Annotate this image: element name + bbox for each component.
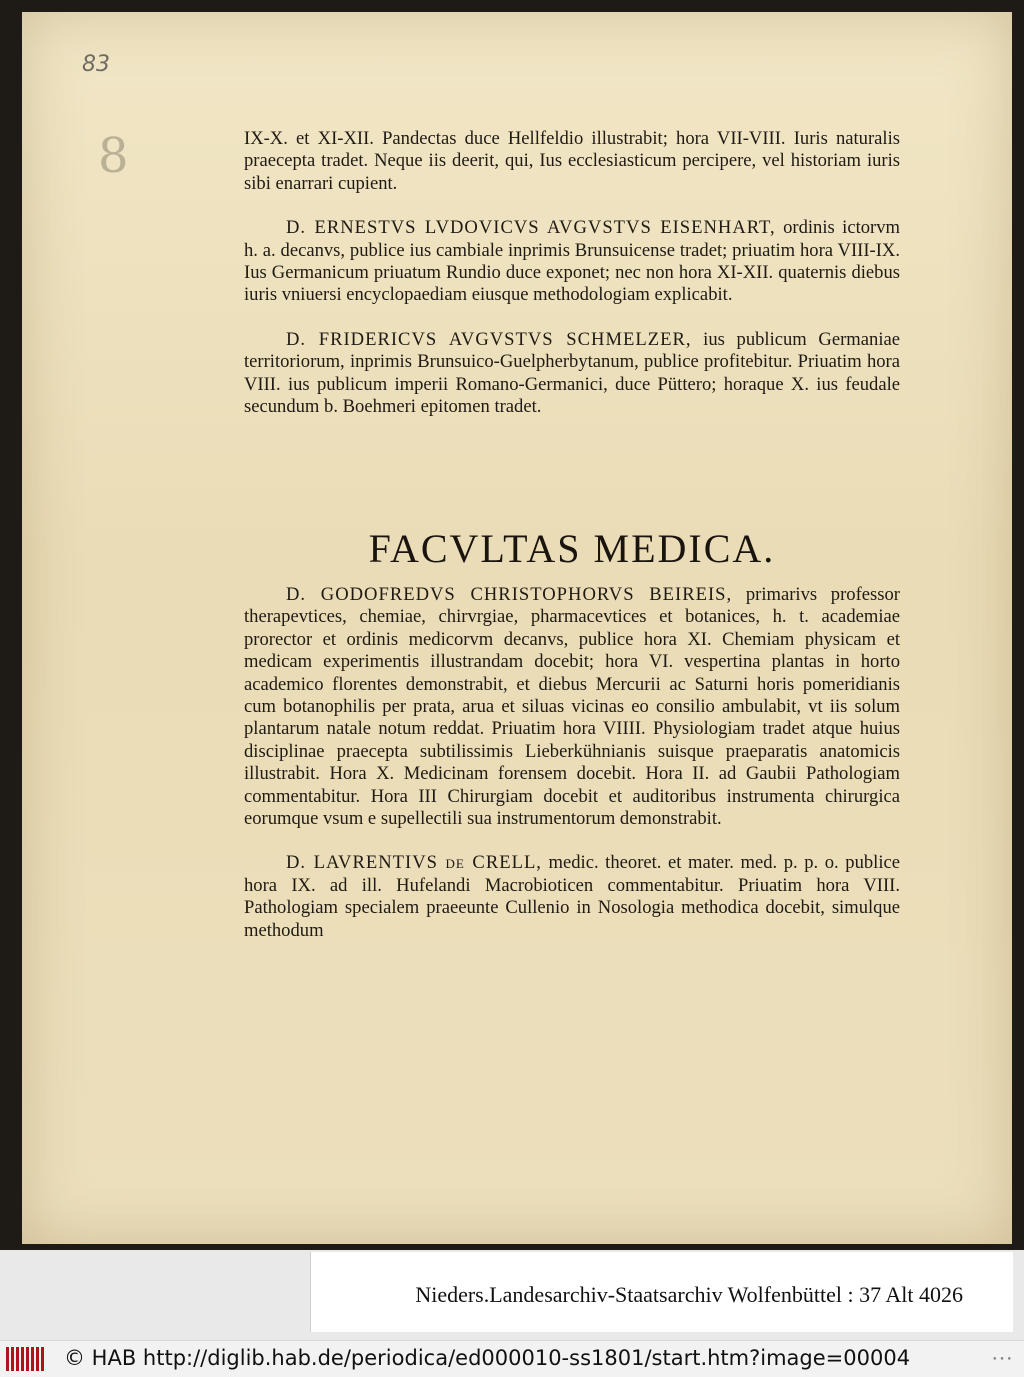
paragraph-beireis <box>244 584 900 830</box>
archive-label <box>310 1252 1013 1332</box>
paragraph-crell <box>244 852 900 942</box>
professor-name-crell: D. LAVRENTIVS de CRELL, <box>286 852 542 874</box>
professor-name-schmelzer: D. FRIDERICVS AVGVSTVS SCHMELZER, <box>286 328 692 350</box>
paragraph-continuation: IX-X. et XI-XII. Pandectas duce Hellfeldio illustrabit; hora VII-VIII. Iuris naturalis praecepta tradet. Neque iis deerit, qui, Ius ecclesiasticum percipere, vel historiam iuris sibi enarrari cupient. <box>244 128 900 194</box>
footer-bar <box>0 1340 1024 1377</box>
professor-name-beireis: D. GODOFREDVS CHRISTOPHORVS BEIREIS, <box>286 584 733 605</box>
text-block-top <box>244 128 900 440</box>
archive-label-text: Nieders.Landesarchiv-Staatsarchiv Wolfenbüttel : 37 Alt 4026 <box>415 1282 963 1307</box>
course-text-beireis: primarivs professor therapevtices, chemiae, chirvrgiae, pharmacevtices et botanices, h. t. academiae prorector et ordinis medicorvm decanvs, publice hora XI. Chemiam physicam et medicam experimentis illustrandam docebit; hora VI. vespertina plantas in horto academico florentes demonstrabit, et diebus Mercurii ac Saturni horis pomeridianis cum botanophilis per prata, arua et siluas vicinas eo consilio ambulabit, vt iis solum plantarum natale notum reddat. Priuatim hora VIIII. Physiologiam tradet atque huius disciplinae praecepta subtilissimis Lieberkühnianis suisque praeparatis anatomicis illustrabit. Hora X. Medicinam forensem docebit. Hora II. ad Gaubii Pathologiam commentabitur. Hora III Chirurgiam docebit et auditoribus instrumenta chirurgica eorumque vsum e supellectili sua instrumentorum demonstrabit. <box>244 584 901 830</box>
course-text-schmelzer: ius publicum Germaniae territoriorum, inprimis Brunsuico-Guelpherbytanum, publice profitebitur. Priuatim hora VIII. ius publicum imperii Romano-Germanici, duce Püttero; horaque X. ius feudale secundum b. Boehmeri epitomen tradet. <box>244 328 900 418</box>
hab-logo-icon <box>6 1347 46 1371</box>
footer-url-text[interactable]: © HAB http://diglib.hab.de/periodica/ed000010-ss1801/start.htm?image=00004 <box>64 1346 911 1370</box>
faculty-heading: FACVLTAS MEDICA. <box>368 526 776 571</box>
paragraph-schmelzer <box>244 329 900 419</box>
course-text-crell: medic. theoret. et mater. med. p. p. o. publice hora IX. ad ill. Hufelandi Macrobioticen commentabitur. Priuatim hora VIII. Pathologiam specialem praeeunte Cullenio in Nosologia methodica docebit, simulque methodum <box>244 852 900 941</box>
paragraph-eisenhart <box>244 217 900 307</box>
text-block-medicine <box>244 584 900 964</box>
course-text-eisenhart: ordinis ictorvm h. a. decanvs, publice ius cambiale inprimis Brunsuicense tradet; priuatim hora VIII-IX. Ius Germanicum priuatum Rundio duce exponet; nec non hora XI-XII. quaternis diebus iuris vniuersi encyclopaediam eiusque methodologiam explicabit. <box>244 217 900 306</box>
bleed-through-mark: 8 <box>98 128 129 184</box>
pencil-page-number: 83 <box>82 52 110 77</box>
professor-name-eisenhart: D. ERNESTVS LVDOVICVS AVGVSTVS EISENHART, <box>286 217 776 239</box>
footer-dots-icon: ••• <box>992 1355 1014 1365</box>
